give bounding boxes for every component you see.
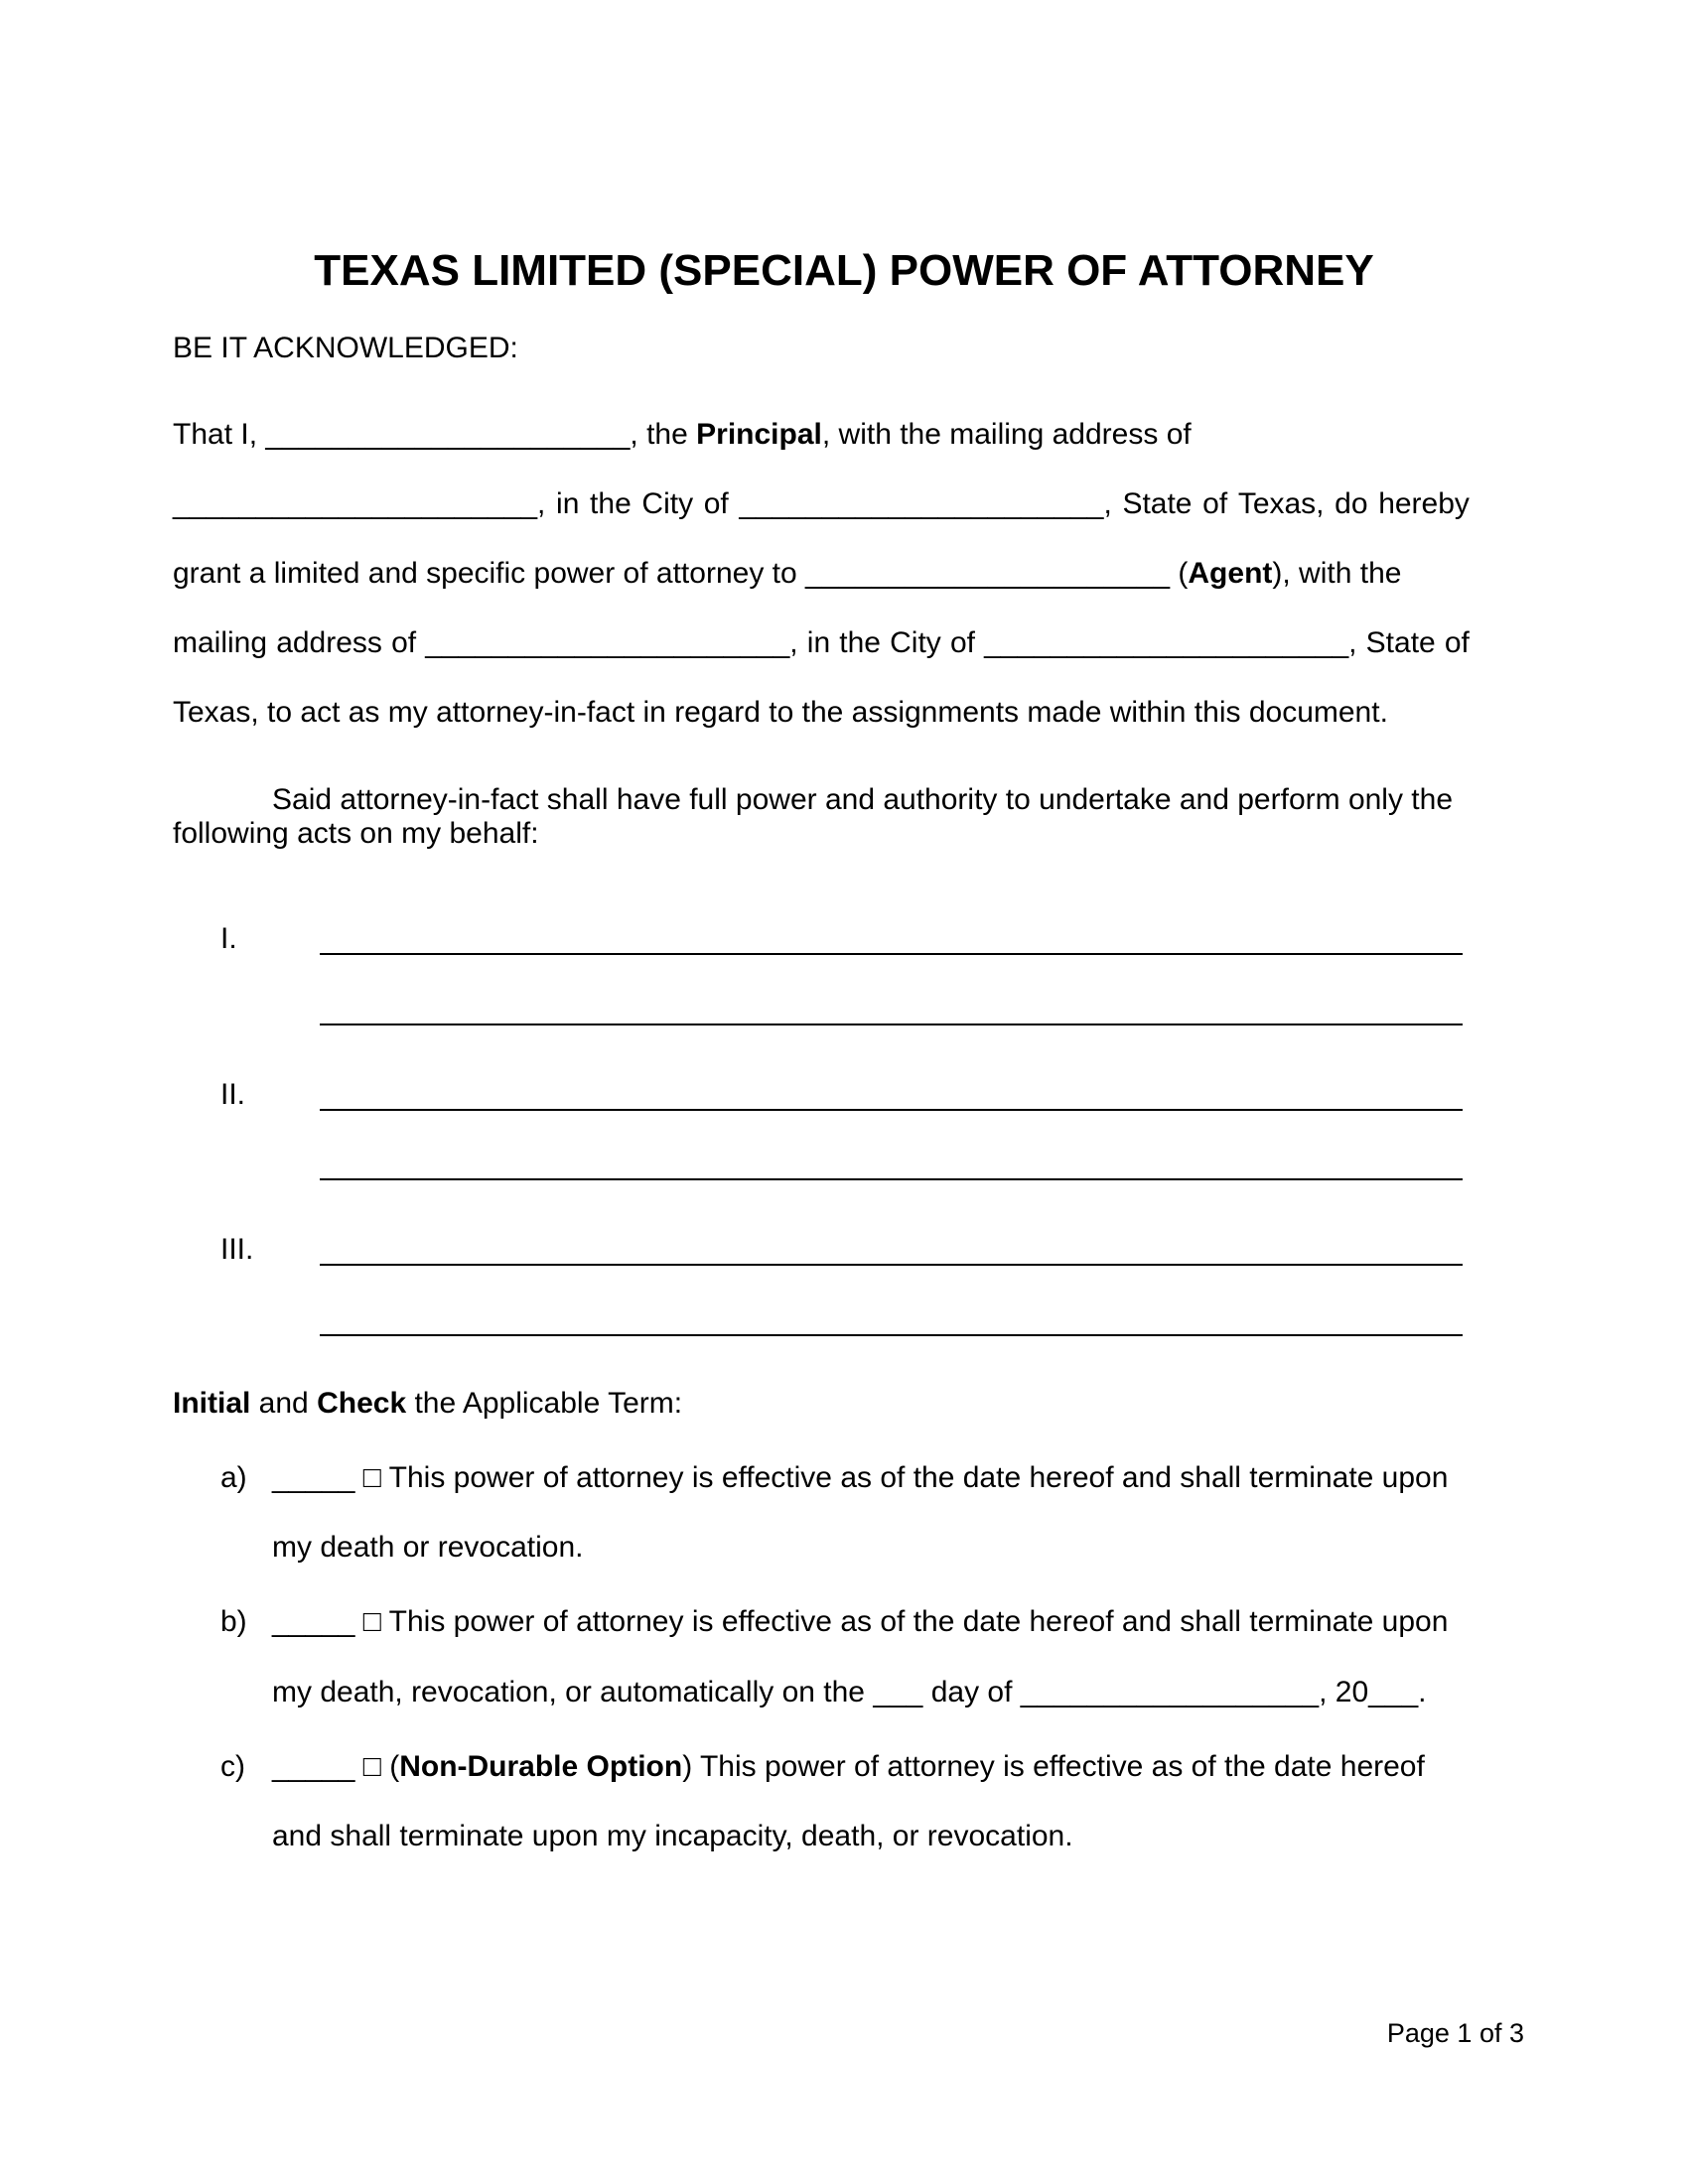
intro-word: of <box>391 626 417 659</box>
principal-label: Principal <box>696 418 822 451</box>
intro-line-1-text-b: , with the mailing address of <box>821 418 1192 451</box>
term-heading <box>173 1384 682 1424</box>
intro-word: hereby <box>1378 487 1470 520</box>
term-heading-check: Check <box>317 1387 407 1420</box>
term-heading-rest: the Applicable Term: <box>406 1387 683 1420</box>
term-c-letter: c) <box>220 1750 245 1783</box>
act-2-blank-line-2 <box>320 1178 1463 1180</box>
intro-word: the <box>839 626 881 659</box>
act-number-3: III. <box>220 1233 254 1266</box>
act-2-blank-line-1 <box>320 1109 1463 1111</box>
term-c-line-2: and shall terminate upon my incapacity, death, or revocation. <box>272 1820 1073 1852</box>
term-heading-initial: Initial <box>173 1387 251 1420</box>
agent-city-blank: ______________________, <box>984 626 1357 659</box>
intro-word: mailing <box>173 626 268 659</box>
term-b-letter: b) <box>220 1605 247 1638</box>
act-1-blank-line-1 <box>320 953 1463 955</box>
document-title: TEXAS LIMITED (SPECIAL) POWER OF ATTORNEY <box>314 246 1374 295</box>
act-1-blank-line-2 <box>320 1024 1463 1025</box>
intro-word: of <box>949 626 975 659</box>
intro-line-5: Texas, to act as my attorney-in-fact in regard to the assignments made within this document. <box>173 696 1388 729</box>
intro-word: in <box>806 626 831 659</box>
non-durable-option-label: Non-Durable Option <box>399 1750 683 1783</box>
intro-word: State <box>1365 626 1436 659</box>
intro-word: of <box>1202 487 1228 520</box>
agent-address-blank: ______________________, <box>425 626 798 659</box>
principal-city-blank: ______________________, <box>739 487 1112 520</box>
act-3-blank-line-2 <box>320 1334 1463 1336</box>
intro-word: Texas, <box>1237 487 1325 520</box>
term-a-letter: a) <box>220 1461 247 1494</box>
term-a-line-2: my death or revocation. <box>272 1531 584 1564</box>
act-number-2: II. <box>220 1078 246 1111</box>
term-c-line-1-text-a: _____ □ ( <box>272 1750 400 1783</box>
intro-line-2 <box>173 484 1470 524</box>
page-number: Page 1 of 3 <box>1386 2018 1524 2048</box>
agent-label: Agent <box>1188 557 1273 590</box>
said-line-2: following acts on my behalf: <box>173 817 539 850</box>
term-b-line-1: _____ □ This power of attorney is effective as of the date hereof and shall terminate upon <box>272 1605 1449 1638</box>
intro-word: in <box>556 487 580 520</box>
intro-line-4 <box>173 623 1470 663</box>
term-heading-and: and <box>250 1387 318 1420</box>
act-number-1: I. <box>220 922 237 955</box>
intro-word: address <box>276 626 382 659</box>
intro-line-1-text-a: That I, ______________________, the <box>173 418 697 451</box>
term-c-line-1 <box>272 1747 1425 1787</box>
term-b-line-2: my death, revocation, or automatically on the ___ day of __________________, 20___. <box>272 1676 1427 1708</box>
intro-word: of <box>1444 626 1470 659</box>
intro-line-3 <box>173 554 1401 594</box>
act-3-blank-line-1 <box>320 1264 1463 1266</box>
intro-line-3-text-b: ), with the <box>1272 557 1402 590</box>
intro-word: State <box>1122 487 1193 520</box>
intro-word: City <box>641 487 694 520</box>
intro-word: of <box>703 487 729 520</box>
principal-address-blank: ______________________, <box>173 487 546 520</box>
said-line-1: Said attorney-in-fact shall have full power and authority to undertake and perform only the <box>272 783 1454 816</box>
intro-word: City <box>890 626 941 659</box>
term-a-line-1: _____ □ This power of attorney is effective as of the date hereof and shall terminate upon <box>272 1461 1449 1494</box>
term-c-line-1-text-b: ) This power of attorney is effective as of the date hereof <box>682 1750 1425 1783</box>
intro-line-1 <box>173 415 1192 455</box>
intro-line-3-text-a: grant a limited and specific power of attorney to ______________________ ( <box>173 557 1189 590</box>
acknowledged-heading: BE IT ACKNOWLEDGED: <box>173 332 518 364</box>
intro-word: the <box>590 487 632 520</box>
intro-word: do <box>1335 487 1368 520</box>
